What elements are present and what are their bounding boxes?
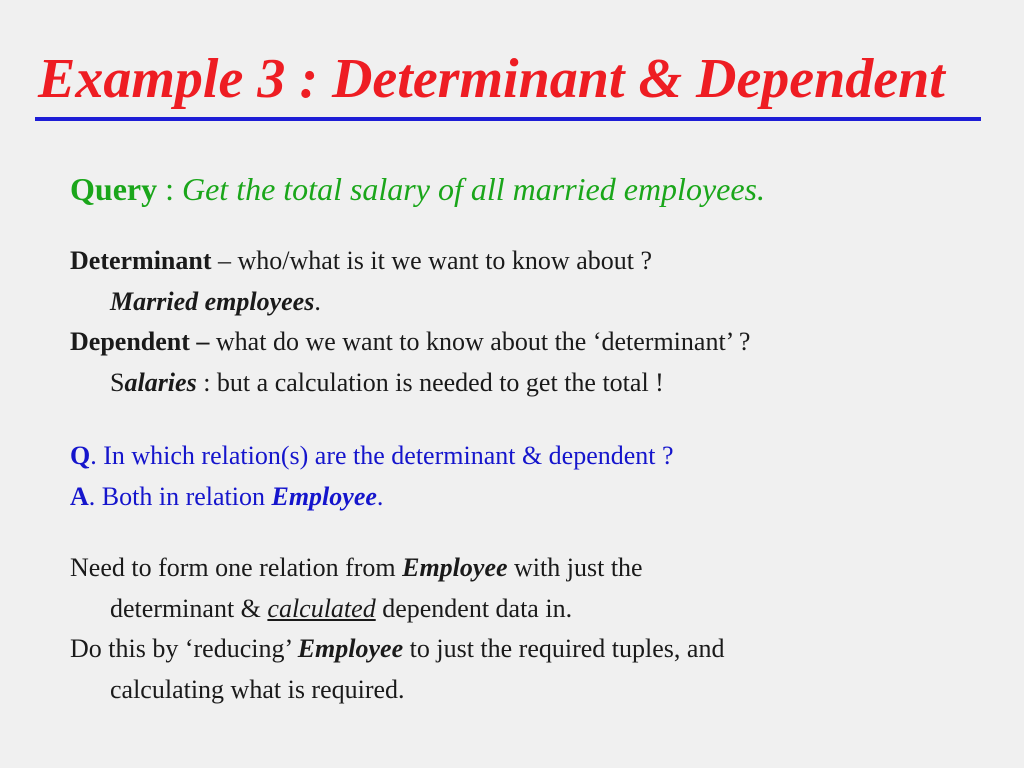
dependent-answer-line [70, 363, 750, 404]
explanation-text: with just the [507, 553, 643, 582]
query-line [70, 170, 765, 208]
question-text: . In which relation(s) are the determinant & dependent ? [90, 441, 674, 470]
explanation-text: Need to form one relation from [70, 553, 403, 582]
dependent-answer: alaries [124, 367, 197, 397]
explanation-line-1 [70, 548, 724, 589]
determinant-line [70, 241, 750, 282]
query-separator: : [157, 171, 182, 207]
question-label: Q [70, 441, 91, 470]
answer-end: . [376, 481, 384, 511]
dependent-answer-initial: S [110, 367, 125, 397]
determinant-label: Determinant [70, 246, 212, 275]
query-label: Query [70, 171, 158, 207]
dependent-line [70, 322, 750, 363]
query-text: Get the total salary of all married employees. [181, 171, 765, 207]
answer-relation: Employee [271, 481, 377, 511]
determinant-answer: Married employees [110, 286, 315, 316]
qa-block [70, 436, 674, 517]
title-underline [35, 117, 981, 121]
question-line [70, 436, 674, 477]
dependent-answer-tail: : but a calculation is needed to get the total ! [196, 367, 664, 397]
answer-text: . Both in relation [88, 481, 272, 511]
explanation-line-3 [70, 629, 724, 670]
dependent-text: what do we want to know about the ‘determinant’ ? [209, 327, 751, 356]
explanation-text: calculating what is required. [110, 674, 405, 704]
explanation-text: Do this by ‘reducing’ [70, 634, 298, 663]
slide-title: Example 3 : Determinant & Dependent [38, 48, 945, 110]
explanation-line-2 [70, 589, 724, 630]
dependent-label: Dependent – [70, 327, 210, 356]
explanation-text: determinant & [110, 593, 268, 623]
definitions-block [70, 241, 750, 403]
answer-label: A [70, 481, 89, 511]
determinant-answer-line [70, 282, 750, 323]
explanation-text: to just the required tuples, and [403, 634, 725, 663]
relation-name: Employee [402, 553, 508, 582]
explanation-line-4 [70, 670, 724, 711]
calculated-term: calculated [267, 593, 376, 623]
determinant-answer-end: . [314, 286, 321, 316]
explanation-block [70, 548, 724, 710]
answer-line [70, 477, 674, 518]
relation-name: Employee [297, 634, 404, 663]
explanation-text: dependent data in. [375, 593, 573, 623]
determinant-text: – who/what is it we want to know about ? [211, 246, 653, 275]
